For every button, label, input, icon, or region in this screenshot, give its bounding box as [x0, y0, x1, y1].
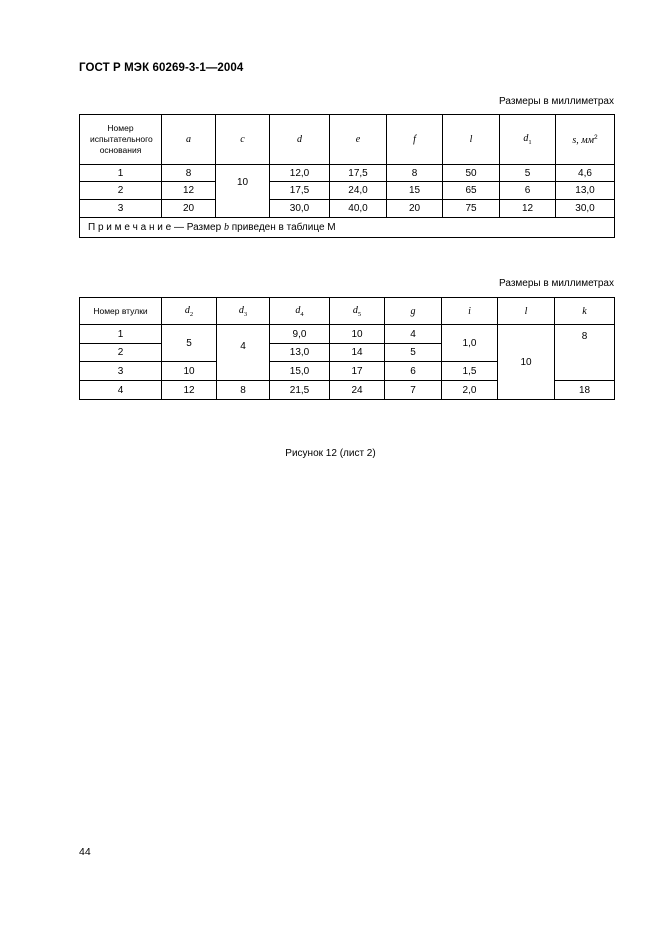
table1-cell-l: 50 [443, 165, 500, 182]
table1-cell-l: 75 [443, 200, 500, 218]
table1-header-e: e [330, 115, 387, 165]
table1-note-row [80, 218, 615, 238]
table2-cell-i: 2,0 [442, 381, 498, 400]
table2-cell-d2-merged: 5 [162, 325, 217, 362]
table2-cell-d5: 14 [330, 344, 385, 362]
table-row [80, 182, 615, 200]
table2-cell-d3: 8 [217, 381, 270, 400]
table2-cell-d4: 9,0 [270, 325, 330, 344]
table1-header-c: c [216, 115, 270, 165]
table1-cell-d: 30,0 [270, 200, 330, 218]
table2-header-d4: $d_4$ [270, 298, 330, 325]
table1-cell-f: 15 [387, 182, 443, 200]
table2-cell-d4: 15,0 [270, 362, 330, 381]
page-number: 44 [79, 846, 91, 858]
table2-cell-d4: 13,0 [270, 344, 330, 362]
table2-cell-num: 4 [80, 381, 162, 400]
table2-cell-d5: 10 [330, 325, 385, 344]
table2-cell-g: 4 [385, 325, 442, 344]
table1-header-d: d [270, 115, 330, 165]
table1-cell-l: 65 [443, 182, 500, 200]
table1-cell-num: 3 [80, 200, 162, 218]
table2-header-d5: $d_5$ [330, 298, 385, 325]
table2-cell-num: 2 [80, 344, 162, 362]
table-row [80, 200, 615, 218]
table1-header-row [80, 115, 615, 165]
table2-units-label: Размеры в миллиметрах [499, 278, 614, 289]
table1-cell-d: 12,0 [270, 165, 330, 182]
table2-cell-g: 5 [385, 344, 442, 362]
table1-cell-e: 24,0 [330, 182, 387, 200]
table2-header-d3: $d_3$ [217, 298, 270, 325]
table2-header-number: Номер втулки [80, 298, 162, 325]
table2-cell-d2: 10 [162, 362, 217, 381]
table2-cell-d5: 24 [330, 381, 385, 400]
table1-cell-num: 1 [80, 165, 162, 182]
table2-sleeve-dimensions [79, 297, 615, 400]
document-header: ГОСТ Р МЭК 60269-3-1—2004 [79, 62, 244, 74]
table2-cell-g: 6 [385, 362, 442, 381]
table1-header-s: s, $мм^2$ [556, 115, 615, 165]
table1-header-d1: $d_1$ [500, 115, 556, 165]
table2-header-k: k [555, 298, 615, 325]
table2-cell-d2: 12 [162, 381, 217, 400]
table1-cell-num: 2 [80, 182, 162, 200]
table2-header-i: i [442, 298, 498, 325]
table2-cell-i-merged: 1,0 [442, 325, 498, 362]
table1-header-a: a [162, 115, 216, 165]
table2-cell-k-merged: 8 [555, 325, 615, 381]
table2-header-l: l [498, 298, 555, 325]
table2-cell-num: 3 [80, 362, 162, 381]
table1-header-number: Номер испытательного основания [80, 115, 162, 165]
table2-cell-l-merged: 10 [498, 325, 555, 400]
table1-note: П р и м е ч а н и е — Размер b приведен в таблице М [80, 218, 615, 238]
table2-cell-d4: 21,5 [270, 381, 330, 400]
table1-cell-e: 17,5 [330, 165, 387, 182]
table2-header-g: g [385, 298, 442, 325]
table-row [80, 165, 615, 182]
table1-header-f: f [387, 115, 443, 165]
table2-header-row [80, 298, 615, 325]
table1-cell-f: 20 [387, 200, 443, 218]
table1-cell-d1: 12 [500, 200, 556, 218]
table1-cell-a: 12 [162, 182, 216, 200]
table1-cell-e: 40,0 [330, 200, 387, 218]
table1-cell-s: 30,0 [556, 200, 615, 218]
table1-cell-f: 8 [387, 165, 443, 182]
table2-cell-num: 1 [80, 325, 162, 344]
table1-cell-c-merged: 10 [216, 165, 270, 218]
table1-cell-s: 13,0 [556, 182, 615, 200]
table2-cell-g: 7 [385, 381, 442, 400]
table-row [80, 325, 615, 344]
table1-cell-a: 20 [162, 200, 216, 218]
table1-units-label: Размеры в миллиметрах [499, 96, 614, 107]
table1-cell-d1: 6 [500, 182, 556, 200]
table1-cell-a: 8 [162, 165, 216, 182]
table1-cell-d1: 5 [500, 165, 556, 182]
table1-base-dimensions [79, 114, 615, 238]
table1-cell-d: 17,5 [270, 182, 330, 200]
table1-cell-s: 4,6 [556, 165, 615, 182]
table2-cell-d5: 17 [330, 362, 385, 381]
table2-cell-k: 18 [555, 381, 615, 400]
table2-header-d2: $d_2$ [162, 298, 217, 325]
table2-cell-i: 1,5 [442, 362, 498, 381]
table2-cell-d3-merged: 4 [217, 325, 270, 381]
table1-header-l: l [443, 115, 500, 165]
figure-caption: Рисунок 12 (лист 2) [285, 448, 376, 459]
